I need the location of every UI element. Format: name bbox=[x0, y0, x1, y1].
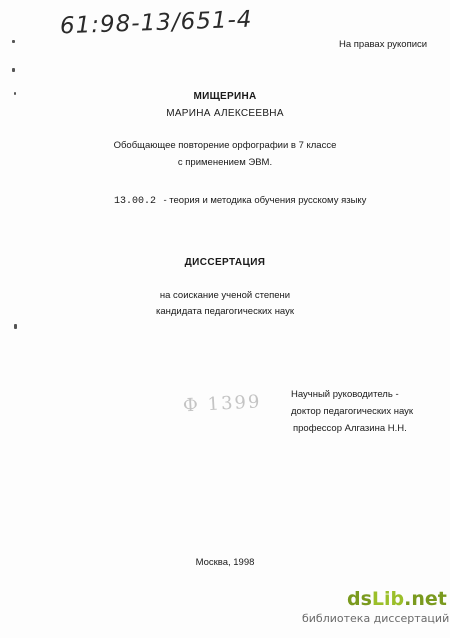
supervisor-line-2: доктор педагогических наук bbox=[291, 406, 414, 417]
author-surname: МИЩЕРИНА bbox=[193, 91, 257, 102]
specialty-text: - теория и методика обучения русскому языку bbox=[163, 195, 367, 206]
scan-speck bbox=[12, 68, 15, 72]
logo-lib: Lib bbox=[371, 588, 405, 610]
logo-ds: ds bbox=[347, 588, 372, 610]
specialty-line bbox=[114, 190, 366, 208]
degree-line-1: на соискание ученой степени bbox=[159, 290, 291, 301]
logo-net: .net bbox=[404, 588, 447, 610]
rights-note: На правах рукописи bbox=[339, 39, 428, 50]
degree-line-2: кандидата педагогических наук bbox=[155, 306, 295, 317]
faint-library-stamp: Ф 1399 bbox=[182, 391, 262, 417]
supervisor-line-3: профессор Алгазина Н.Н. bbox=[293, 423, 407, 434]
scan-speck bbox=[12, 40, 15, 43]
author-name: МАРИНА АЛЕКСЕЕВНА bbox=[166, 108, 284, 119]
place-and-year: Москва, 1998 bbox=[195, 557, 255, 568]
dslib-watermark-logo bbox=[347, 588, 447, 610]
title-line-1: Обобщающее повторение орфографии в 7 классе bbox=[113, 140, 337, 151]
document-type: ДИССЕРТАЦИЯ bbox=[184, 257, 266, 268]
specialty-code: 13.00.2 bbox=[114, 196, 157, 207]
handwritten-archive-code: 61:98-13/651-4 bbox=[59, 6, 253, 40]
supervisor-line-1: Научный руководитель - bbox=[291, 389, 399, 400]
watermark-subtitle: библиотека диссертаций bbox=[302, 612, 450, 625]
title-line-2: с применением ЭВМ. bbox=[177, 157, 273, 168]
scan-speck bbox=[14, 324, 17, 329]
